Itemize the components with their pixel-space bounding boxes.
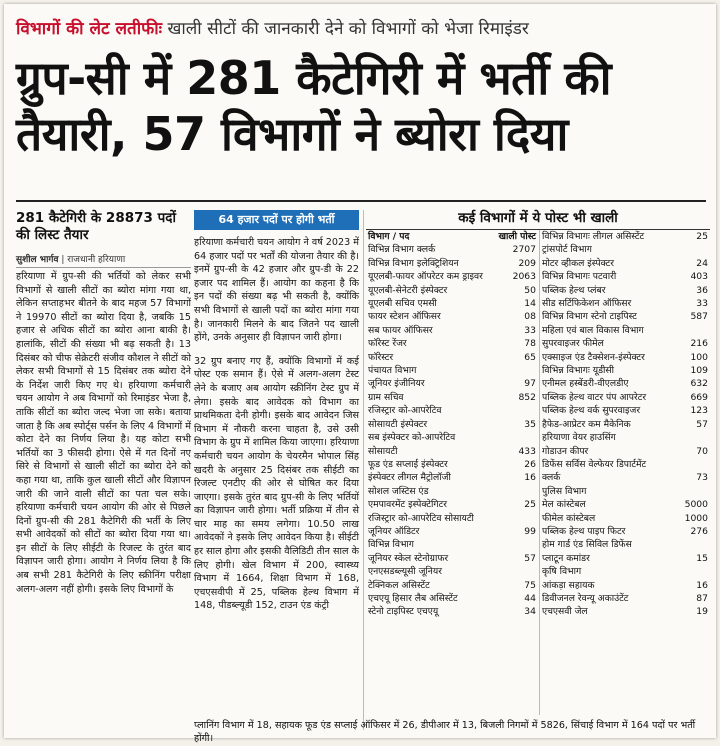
table-row	[542, 270, 708, 283]
kicker-highlight: विभागों की लेट लतीफीः	[16, 19, 163, 39]
table-row	[542, 552, 708, 565]
table-row	[368, 498, 536, 511]
table-cell-count: 109	[690, 365, 708, 377]
table-cell-count: 403	[690, 271, 708, 283]
table-cell-post: एनएसडब्ल्यूसी जूनियर	[368, 566, 442, 578]
table-row	[368, 431, 536, 444]
table-row	[368, 485, 536, 498]
table-row	[368, 592, 536, 605]
table-cell-count: 44	[524, 592, 536, 604]
table-row	[542, 565, 708, 578]
table-cell-count: 25	[524, 499, 536, 511]
table-cell-post: पब्लिक हेल्थ प्लंबर	[542, 284, 606, 296]
table-cell-count: 50	[524, 284, 536, 296]
table-cell-count: 08	[524, 311, 536, 323]
table-cell-post: विभिन्न विभाग स्टेनो टाइपिस्ट	[542, 311, 637, 323]
table-cell-post: एचएयू हिसार लैब असिस्टेंट	[368, 592, 458, 604]
table-cell-post: विभिन्न विभागः पटवारी	[542, 271, 617, 283]
table-row	[542, 337, 708, 350]
left-subheading: 281 कैटेगिरी के 28873 पदों की लिस्ट तैयार	[16, 210, 176, 243]
table-row	[368, 538, 536, 551]
table-cell-post: स्टेनो टाइपिस्ट एचएयू	[368, 606, 439, 618]
table-cell-post: जूनियर इंजीनियर	[368, 378, 425, 390]
table-cell-post: गोडाउन कीपर	[542, 445, 589, 457]
table-cell-post: इंस्पेक्टर लीगल मैट्रोलॉजी	[368, 472, 451, 484]
table-row	[542, 458, 708, 471]
table-cell-count: 16	[696, 579, 708, 591]
table-row	[368, 458, 536, 471]
table-cell-post: पब्लिक हेल्थ वाटर पंप आपरेटर	[542, 391, 647, 403]
table-cell-post: क्लर्क	[542, 472, 561, 484]
table-divider	[539, 230, 540, 715]
table-cell-count: 209	[518, 257, 536, 269]
table-cell-post: डिवीजनल रेवन्यू अकाउंटेंट	[542, 592, 629, 604]
table-cell-count: 276	[690, 525, 708, 537]
table-cell-count: 34	[524, 606, 536, 618]
body-column-left	[16, 270, 191, 596]
headline-line-1: ग्रुप-सी में 281 कैटेगिरी में भर्ती की	[16, 51, 612, 105]
table-row	[368, 337, 536, 350]
table-cell-count: 16	[524, 472, 536, 484]
table-cell-post: फीमेल कांस्टेबल	[542, 512, 596, 524]
byline: सुशील भार्गव | राजधानी हरियाणा	[16, 252, 191, 268]
table-cell-post: हरियाणा वेयर हाउसिंग	[542, 432, 616, 444]
table-cell-count: 587	[690, 311, 708, 323]
table-row	[542, 592, 708, 605]
table-row	[368, 297, 536, 310]
table-cell-post: पब्लिक हेल्थ वर्क सुपरवाइजर	[542, 405, 641, 417]
byline-place: राजधानी हरियाणा	[67, 255, 126, 265]
table-row	[368, 445, 536, 458]
body-column-mid	[194, 236, 359, 613]
body-mid-text-2: 32 ग्रुप बनाए गए हैं, क्योंकि विभागों में कई पोस्ट एक समान हैं। ऐसे में अलग-अलग टेस्ट लेने के बजाए अब आयोग स्क्रीनिंग टेस्ट ग्रुप में लेगा। इसके बाद आवेदक को विभाग का प्राथमिकता देनी होगी। इसके बाद आवेदन जिस विभाग में नौकरी करना चाहता है, उसे उसी विभाग के ग्रुप में शामिल किया जाएगा। हरियाणा कर्मचारी चयन आयोग के चेयरमैन भोपाल सिंह खदरी के अनुसार 25 दिसंबर तक सीईटी का रिजल्ट एनटीए की ओर से घोषित कर दिया जाएगा। इसके तुरंत बाद ग्रुप-सी के लिए भर्तियों का विज्ञापन जारी होगा। भर्ती प्रक्रिया में तीन से चार माह का समय लगेगा। 10.50 लाख आवेदकों ने इसके लिए आवेदन किया है। सीईटी हर साल होगा और इसकी वैलिडिटी तीन साल के लिए होगी। खेल विभाग में 200, स्वास्थ्य विभाग में 1664, शिक्षा विभाग में 168, एचएसवीपी में 25, पब्लिक हेल्थ विभाग में 148, पीडब्ल्यूडी 152, टाउन एंड कंट्री	[194, 355, 359, 612]
table-cell-post: रजिस्ट्रार को-आपरेटिव	[368, 405, 442, 417]
table-cell-count: 852	[518, 391, 536, 403]
table-row	[542, 364, 708, 377]
table-header-dept: विभाग / पद	[368, 231, 410, 242]
table-cell-count: 57	[696, 418, 708, 430]
table-cell-count: 99	[524, 525, 536, 537]
table-row	[542, 418, 708, 431]
table-row	[368, 364, 536, 377]
table-row	[368, 525, 536, 538]
table-cell-count: 33	[696, 298, 708, 310]
table-cell-post: रजिस्ट्रार को-आपरेटिव सोसायटी	[368, 512, 474, 524]
table-row	[542, 605, 708, 618]
table-row	[368, 310, 536, 323]
table-cell-post: जूनियर स्केल स्टेनोग्राफर	[368, 552, 449, 564]
table-cell-count: 19	[696, 606, 708, 618]
table-row	[542, 351, 708, 364]
byline-name: सुशील भार्गव	[16, 255, 59, 265]
table-row	[542, 377, 708, 390]
table-cell-post: सोसायटी	[368, 445, 398, 457]
headline-line-2: तैयारी, 57 विभागों ने ब्योरा दिया	[16, 107, 568, 161]
table-cell-post: टेक्निकल असिस्टेंट	[368, 579, 430, 591]
headline	[16, 50, 706, 162]
table-row	[368, 552, 536, 565]
table-cell-post: सीड सर्टिफिकेशन ऑफिसर	[542, 298, 632, 310]
table-cell-count: 100	[690, 351, 708, 363]
table-cell-count: 70	[696, 445, 708, 457]
table-cell-count: 5000	[684, 499, 708, 511]
table-cell-post: विभिन्न विभाग इलेक्ट्रिशियन	[368, 257, 459, 269]
table-cell-count: 97	[524, 378, 536, 390]
table-cell-post: मोटर व्हीकल इंस्पेक्टर	[542, 257, 614, 269]
table-row	[368, 243, 536, 256]
table-cell-count: 669	[690, 391, 708, 403]
table-cell-count: 14	[524, 298, 536, 310]
table-cell-post: सब इंस्पेक्टर को-आपरेटिव	[368, 432, 456, 444]
table-cell-post: एक्साइज एंड टैक्सेशन-इंस्पेक्टर	[542, 351, 645, 363]
table-row	[542, 284, 708, 297]
body-mid-text-1: हरियाणा कर्मचारी चयन आयोग ने वर्ष 2023 में 64 हजार पदों पर भर्तों की योजना तैयार की है। इनमें ग्रुप-सी के 42 हजार और ग्रुप-डी के 22 हजार पद शामिल हैं। आयोग का कहना है कि इन पदों की संख्या बढ़ भी सकती है, क्योंकि सभी विभागों से खाली पदों का ब्योरा मांगा गया है। जानकारी मिलने के बाद जितने पद खाली होंगे, उनके अनुसार ही विज्ञापन जारी होगा।	[194, 237, 360, 344]
table-cell-post: यूएलबी-फायर ऑपरेटर कम ड्राइवर	[368, 271, 483, 283]
table-cell-post: विभिन्न विभाग क्लर्क	[368, 244, 436, 256]
table-row	[542, 498, 708, 511]
table-cell-count: 433	[518, 445, 536, 457]
table-row	[542, 257, 708, 270]
table-cell-post: एचएसवी जेल	[542, 606, 588, 618]
footer-text: प्लानिंग विभाग में 18, सहायक फूड एंड सप्लाई ऑफिसर में 26, डीपीआर में 13, बिजली निगमों में 5826, सिंचाई विभाग में 164 पदों पर भर्ती होंगी।	[194, 720, 696, 744]
table-row	[542, 471, 708, 484]
table-row	[368, 471, 536, 484]
table-cell-post: यूएलबी-सेनेटरी इंस्पेक्टर	[368, 284, 448, 296]
table-row	[368, 579, 536, 592]
table-row	[368, 270, 536, 283]
table-row	[542, 310, 708, 323]
table-cell-post: डिफेंस सर्विस वेल्फेयर डिपार्टमेंट	[542, 458, 647, 470]
table-row	[542, 525, 708, 538]
table-cell-post: ट्रांसपोर्ट विभाग	[542, 244, 592, 256]
table-header-row	[368, 230, 536, 243]
table-cell-post: पब्लिक हेल्थ पाइप फिटर	[542, 525, 626, 537]
table-cell-post: सोसायटी इंस्पेक्टर	[368, 418, 428, 430]
table-cell-count: 36	[696, 284, 708, 296]
table-cell-post: विभिन्न विभाग	[368, 539, 414, 551]
table-header-posts: खाली पोस्ट	[498, 231, 536, 242]
table-cell-count: 65	[524, 351, 536, 363]
table-cell-count: 75	[524, 579, 536, 591]
table-cell-count: 57	[524, 552, 536, 564]
table-cell-count: 15	[696, 552, 708, 564]
table-row	[368, 391, 536, 404]
table-row	[368, 324, 536, 337]
table-cell-count: 123	[690, 405, 708, 417]
table-cell-post: होम गार्ड एंड सिविल डिफेंस	[542, 539, 632, 551]
table-cell-count: 26	[524, 458, 536, 470]
table-cell-post: फूड एंड सप्लाई इंस्पेक्टर	[368, 458, 448, 470]
table-cell-count: 87	[696, 592, 708, 604]
table-row	[542, 391, 708, 404]
column-divider	[363, 210, 364, 730]
table-row	[542, 445, 708, 458]
table-row	[542, 230, 708, 243]
table-cell-post: ग्राम सचिव	[368, 391, 404, 403]
table-row	[542, 243, 708, 256]
table-row	[368, 377, 536, 390]
table-row	[368, 257, 536, 270]
vacancy-table-left	[368, 230, 536, 619]
table-cell-post: विभिन्न विभागः यूडीसी	[542, 365, 614, 377]
table-cell-post: पुलिस विभाग	[542, 485, 587, 497]
table-row	[368, 418, 536, 431]
table-row	[542, 579, 708, 592]
table-cell-count: 2063	[512, 271, 536, 283]
table-row	[368, 351, 536, 364]
table-row	[542, 512, 708, 525]
table-row	[368, 284, 536, 297]
table-cell-post: फॉरेस्ट रेंजर	[368, 338, 407, 350]
headline-rule	[16, 200, 706, 202]
table-cell-post: विभिन्न विभागः लीगल असिस्टेंट	[542, 231, 645, 242]
table-cell-count: 216	[690, 338, 708, 350]
table-cell-post: एनीमल हस्बेंडरी-वीएलडीए	[542, 378, 629, 390]
kicker-line	[16, 16, 706, 39]
table-row	[542, 324, 708, 337]
table-row	[542, 297, 708, 310]
table-cell-post: महिला एवं बाल विकास विभाग	[542, 324, 644, 336]
table-cell-count: 632	[690, 378, 708, 390]
table-cell-post: हैफेड-आप्रेटर कम मैकेनिक	[542, 418, 631, 430]
table-cell-post: फॉरेस्टर	[368, 351, 394, 363]
table-row	[368, 605, 536, 618]
table-cell-count: 35	[524, 418, 536, 430]
newspaper-page	[4, 4, 716, 744]
table-cell-post: कृषि विभाग	[542, 566, 582, 578]
table-row	[542, 404, 708, 417]
mid-subheading: 64 हजार पदों पर होगी भर्ती	[194, 210, 359, 230]
table-cell-post: सोशल जस्टिस एंड	[368, 485, 429, 497]
table-cell-post: एमपावरमेंट इस्पेक्टेगिटर	[368, 499, 447, 511]
table-cell-count: 78	[524, 338, 536, 350]
table-cell-count: 2707	[512, 244, 536, 256]
table-row	[542, 538, 708, 551]
table-cell-post: सब फायर ऑफिसर	[368, 324, 433, 336]
table-cell-post: सुपरवाइजर फीमेल	[542, 338, 604, 350]
table-row	[542, 431, 708, 444]
table-cell-count: 24	[696, 257, 708, 269]
table-cell-post: फायर स्टेशन ऑफिसर	[368, 311, 441, 323]
table-row	[368, 404, 536, 417]
table-cell-post: आंकड़ा सहायक	[542, 579, 595, 591]
table-row	[542, 485, 708, 498]
table-cell-count: 25	[696, 231, 708, 242]
table-row	[368, 512, 536, 525]
right-subheading: कई विभागों में ये पोस्ट भी खाली	[366, 208, 710, 230]
table-cell-count: 33	[524, 324, 536, 336]
kicker-text: खाली सीटों की जानकारी देने को विभागों को भेजा रिमाइंडर	[167, 19, 529, 39]
table-cell-post: जूनियर ऑडिटर	[368, 525, 420, 537]
table-row	[368, 565, 536, 578]
table-cell-post: पंचायत विभाग	[368, 365, 417, 377]
table-cell-post: यूएलबी सचिव एमसी	[368, 298, 437, 310]
body-left-text: हरियाणा में ग्रुप-सी की भर्तियों को लेकर सभी विभागों से खाली सीटों का ब्योरा मांगा गया था, लेकिन सप्ताहभर बीतने के बाद महज 57 विभागों ने 19970 सीटों का ब्योरा दिया है, जबकि 15 हजार से अधिक सीटों का ब्योरा आना बाकी है। हालांकि, सीटों की संख्या भी बढ़ सकती है। 13 दिसंबर को चीफ सेक्रेटरी संजीव कौशल ने सीटों को लेकर सभी विभागों से 15 दिसंबर तक ब्योरा देने के निर्देश जारी किए गए थे। हरियाणा कर्मचारी चयन आयोग ने अब विभागों को रिमाइंडर भेजा है, ताकि सीटों का ब्योरा जल्द भेजा जा सके। बताया जाता है कि अब स्पोर्ट्स पर्सन के लिए 4 विभागों में कोटा देने का निर्णय लिया है। यह कोटा सभी भर्तियों का 3 फीसदी होगा। ऐसे में गत दिनों नए सिरे से विभागों से खाली सीटों का ब्योरा देने को कहा गया था, ताकि कुल खाली सीटों और विज्ञापन जारी की जाने वाली सीटों का पता चल सके। हरियाणा कर्मचारी चयन आयोग की ओर से पिछले दिनों ग्रुप-सी की 281 कैटेगिरी की भर्ती के लिए सभी आवेदकों को सीटों का ब्योरा दिया गया था। इन सीटों के लिए सीईटी के रिजल्ट के तुरंत बाद विज्ञापन जारी होगा। आयोग ने निर्णय लिया है कि अब सभी 281 कैटेगिरी के लिए स्क्रीनिंग परीक्षा अलग-अलग नहीं होगी। इसके लिए विभागों के	[16, 271, 191, 595]
table-cell-post: प्लाटून कमांडर	[542, 552, 590, 564]
table-cell-post: मेल कांस्टेबल	[542, 499, 586, 511]
vacancy-table-right	[542, 230, 708, 619]
table-cell-count: 1000	[684, 512, 708, 524]
table-cell-count: 73	[696, 472, 708, 484]
